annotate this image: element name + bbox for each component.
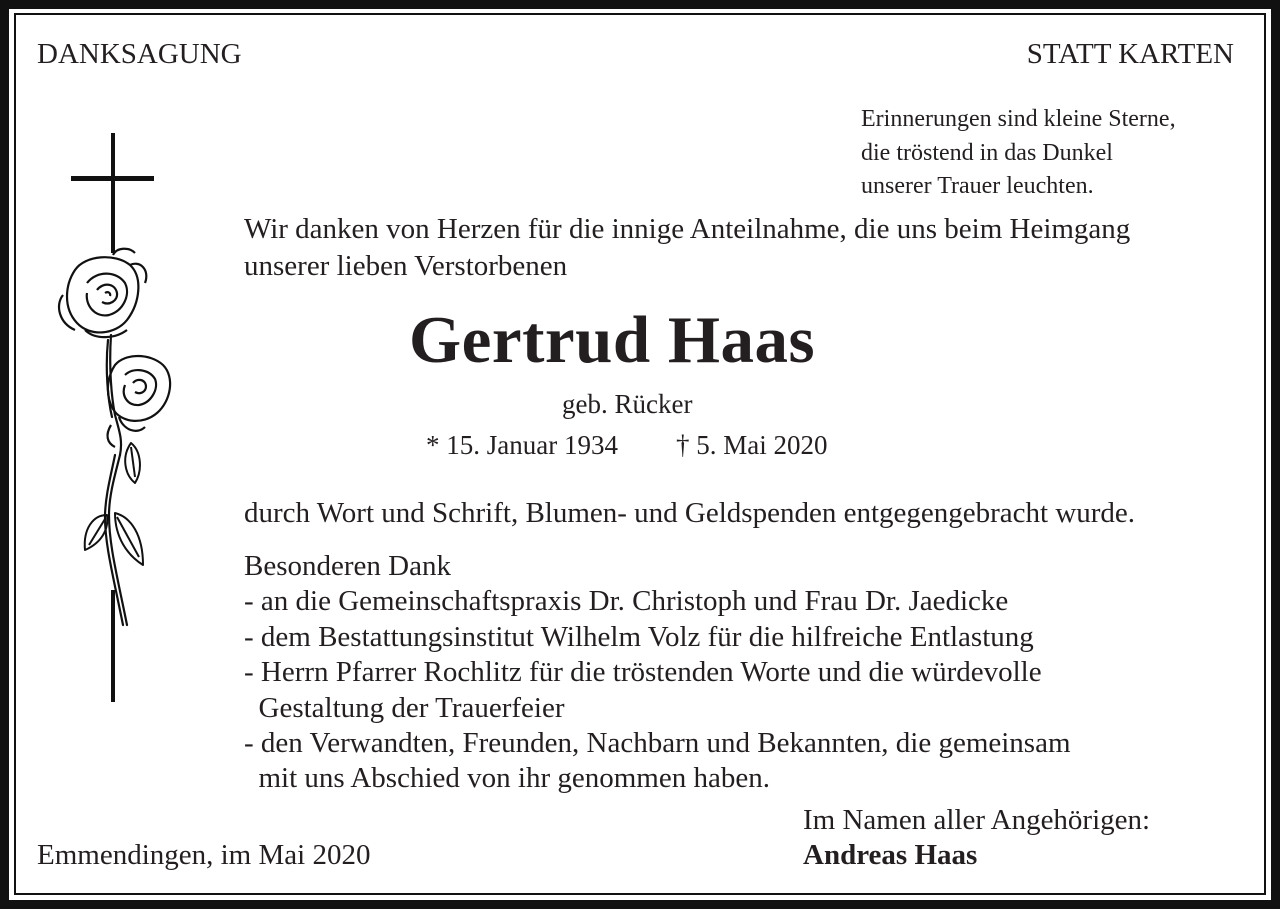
place-and-date: Emmendingen, im Mai 2020	[37, 839, 371, 871]
maiden-name: geb. Rücker	[562, 389, 693, 419]
header-statt-karten: STATT KARTEN	[1026, 38, 1234, 70]
header-danksagung: DANKSAGUNG	[37, 38, 242, 70]
rose-icon	[108, 356, 171, 447]
deceased-name: Gertrud Haas	[409, 303, 816, 377]
signature-name: Andreas Haas	[803, 839, 978, 871]
rose-icon	[59, 249, 146, 337]
intro-line-1: Wir danken von Herzen für die innige Anteilnahme, die uns beim Heimgang	[244, 213, 1131, 245]
cross-with-roses-illustration	[45, 125, 185, 705]
birth-date: * 15. Januar 1934	[426, 430, 618, 460]
death-date: † 5. Mai 2020	[676, 430, 828, 460]
intro-line-2: unserer lieben Verstorbenen	[244, 250, 568, 282]
special-thanks-list: Besonderen Dank - an die Gemeinschaftspraxis Dr. Christoph und Frau Dr. Jaedicke - dem Bestattungsinstitut Wilhelm Volz für die hilfreiche Entlastung - Herrn Pfarrer Rochlitz für die tröstenden Worte und die würdevolle Gestaltung der Trauerfeier - den Verwandten, Freunden, Nachbarn und Bekannten, die gemeinsam mit uns Abschied von ihr genommen haben.	[244, 550, 1071, 795]
quote-text: Erinnerungen sind kleine Sterne, die tröstend in das Dunkel unserer Trauer leuchten.	[861, 106, 1176, 199]
signature-intro: Im Namen aller Angehörigen:	[803, 804, 1151, 836]
thanks-line: durch Wort und Schrift, Blumen- und Geldspenden entgegengebracht wurde.	[244, 497, 1136, 529]
